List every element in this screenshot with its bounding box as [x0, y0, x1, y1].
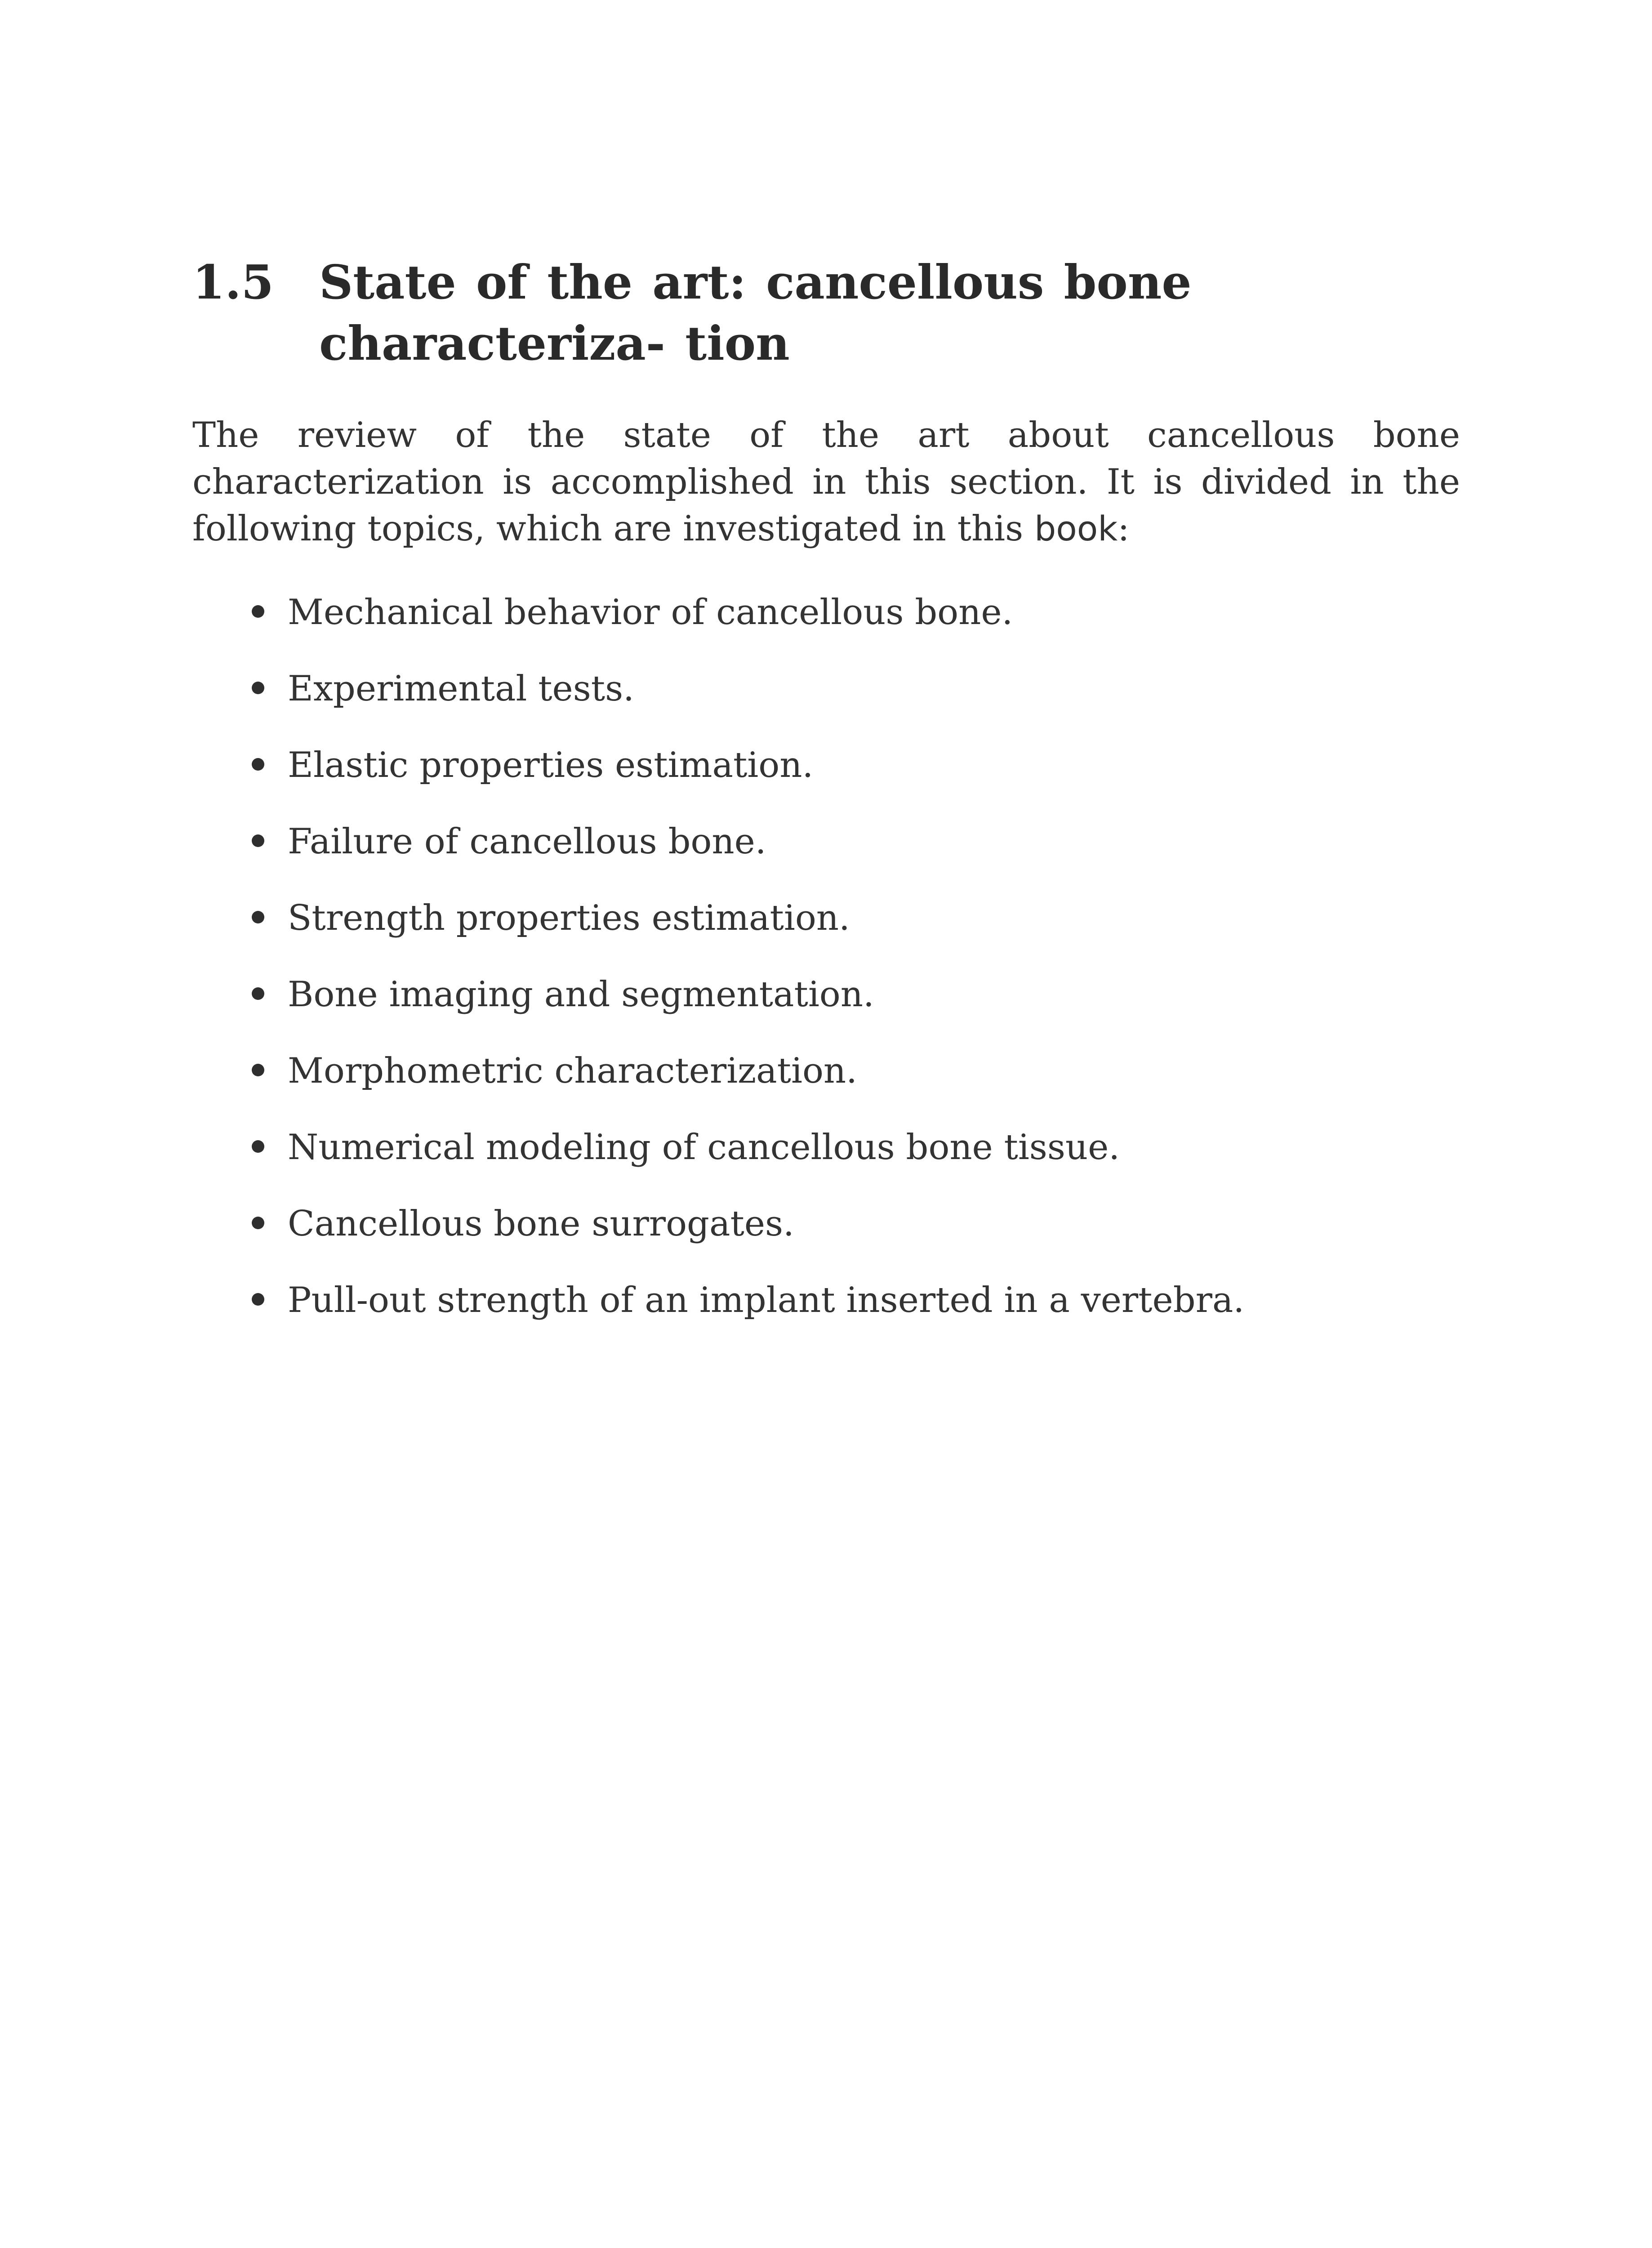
list-item — [247, 818, 1461, 865]
section-title: State of the art: cancellous bone characteriza- tion — [319, 254, 1192, 371]
list-item — [247, 1277, 1461, 1324]
list-item — [247, 895, 1461, 941]
list-item-text: Experimental tests. — [288, 669, 634, 709]
list-item-text: Bone imaging and segmentation. — [288, 974, 874, 1015]
bullet-icon — [252, 1293, 264, 1306]
bullet-icon — [252, 834, 264, 847]
list-item — [247, 665, 1461, 712]
list-item — [247, 589, 1461, 636]
list-item — [247, 1048, 1461, 1094]
list-item — [247, 1124, 1461, 1171]
list-item-text: Elastic properties estimation. — [288, 745, 814, 785]
bullet-icon — [252, 682, 264, 694]
intro-text: The review of the state of the art about cancellous bone characterization is accomplished in this section. It is divided in the following topics, which are investigated in this — [192, 415, 1460, 549]
bullet-icon — [252, 1140, 264, 1153]
section-number: 1.5 — [192, 254, 274, 310]
list-item-text: Strength properties estimation. — [288, 898, 850, 938]
list-item-text: Failure of cancellous bone. — [288, 821, 766, 862]
list-item — [247, 1200, 1461, 1247]
bullet-icon — [252, 987, 264, 1000]
list-item-text: Morphometric characterization. — [288, 1051, 857, 1091]
list-item — [247, 971, 1461, 1018]
list-item-text: Mechanical behavior of cancellous bone. — [288, 592, 1013, 633]
intro-book-word: book — [1034, 508, 1118, 549]
bullet-icon — [252, 758, 264, 771]
intro-paragraph — [192, 412, 1460, 552]
intro-colon: : — [1118, 508, 1130, 549]
list-item — [247, 742, 1461, 789]
bullet-icon — [252, 1217, 264, 1229]
list-item-text: Numerical modeling of cancellous bone tissue. — [288, 1127, 1120, 1168]
list-item-text: Cancellous bone surrogates. — [288, 1204, 794, 1244]
topics-list — [247, 589, 1461, 1353]
bullet-icon — [252, 1064, 264, 1076]
list-item-text: Pull-out strength of an implant inserted in a vertebra. — [288, 1280, 1245, 1320]
bullet-icon — [252, 605, 264, 618]
bullet-icon — [252, 911, 264, 923]
